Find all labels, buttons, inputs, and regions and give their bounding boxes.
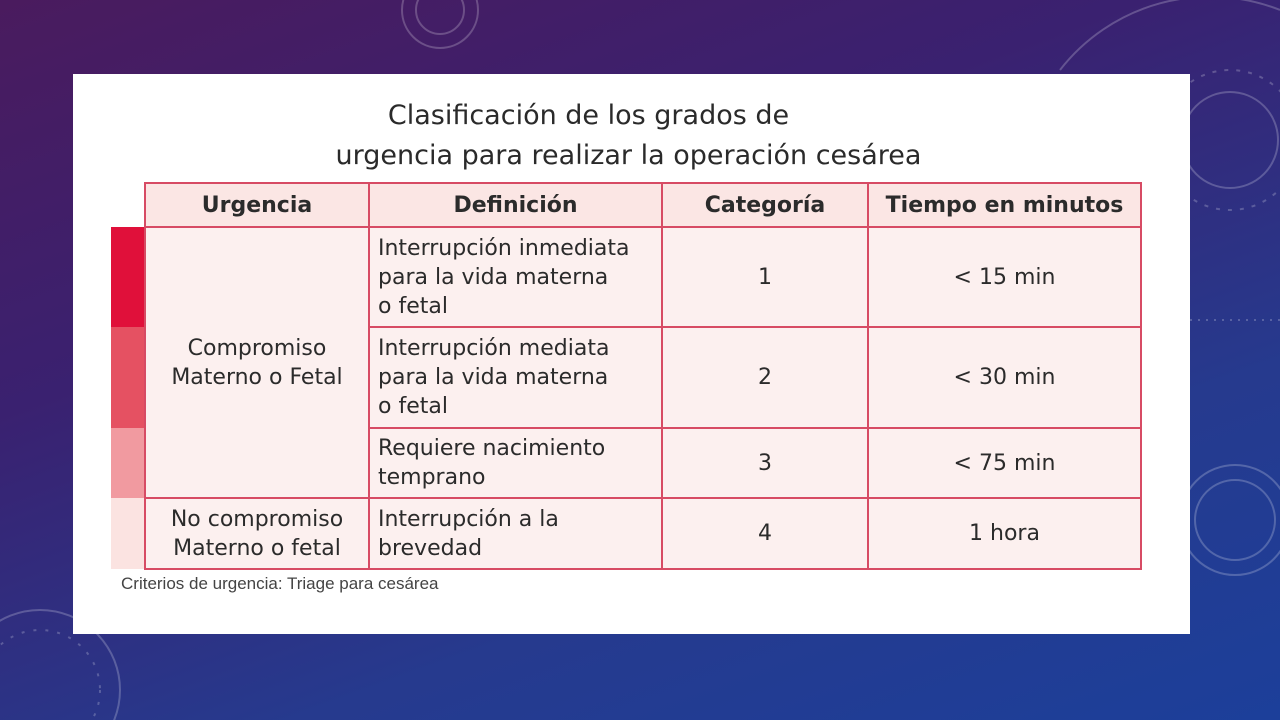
table-header-row <box>111 183 1141 227</box>
header-tiempo: Tiempo en minutos <box>868 183 1141 227</box>
title-line-2: urgencia para realizar la operación cesárea <box>335 140 922 171</box>
urgencia-label-line2: Materno o fetal <box>173 535 341 561</box>
urgency-table <box>111 182 1142 570</box>
definicion-line: o fetal <box>378 394 448 419</box>
tiempo-cell: < 75 min <box>868 428 1141 498</box>
definicion-cell <box>369 327 662 428</box>
tiempo-cell: < 15 min <box>868 227 1141 327</box>
tiempo-cell: 1 hora <box>868 498 1141 569</box>
urgencia-group-compromiso <box>145 227 369 498</box>
categoria-cell: 4 <box>662 498 868 569</box>
table-caption: Criterios de urgencia: Triage para cesárea <box>121 574 439 593</box>
table-row <box>111 498 1141 569</box>
urgency-color-bar-3 <box>111 428 145 498</box>
definicion-line: Interrupción inmediata <box>378 235 630 261</box>
urgency-color-bar-4 <box>111 498 145 569</box>
definicion-cell <box>369 227 662 327</box>
categoria-cell: 1 <box>662 227 868 327</box>
slide-title <box>73 96 1190 176</box>
categoria-cell: 3 <box>662 428 868 498</box>
definicion-line: Interrupción a la <box>378 506 559 532</box>
definicion-cell <box>369 428 662 498</box>
urgencia-label-line2: Materno o Fetal <box>171 364 343 390</box>
color-bar-header-spacer <box>111 183 145 227</box>
table-row <box>111 227 1141 327</box>
slide-card <box>73 74 1190 634</box>
header-definicion: Definición <box>369 183 662 227</box>
urgency-color-bar-1 <box>111 227 145 327</box>
title-line-1: Clasificación de los grados de <box>387 100 790 131</box>
urgencia-group-no-compromiso <box>145 498 369 569</box>
header-categoria: Categoría <box>662 183 868 227</box>
definicion-cell <box>369 498 662 569</box>
definicion-line: para la vida materna <box>378 365 609 390</box>
definicion-line: Requiere nacimiento <box>378 436 606 461</box>
urgencia-label-line1: No compromiso <box>170 506 344 532</box>
header-urgencia: Urgencia <box>145 183 369 227</box>
urgencia-label-line1: Compromiso <box>187 335 327 361</box>
definicion-line: para la vida materna <box>378 264 609 290</box>
categoria-cell: 2 <box>662 327 868 428</box>
definicion-line: o fetal <box>378 293 448 319</box>
definicion-line: Interrupción mediata <box>378 336 610 361</box>
tiempo-cell: < 30 min <box>868 327 1141 428</box>
definicion-line: brevedad <box>378 535 483 561</box>
definicion-line: temprano <box>378 465 486 490</box>
urgency-color-bar-2 <box>111 327 145 428</box>
